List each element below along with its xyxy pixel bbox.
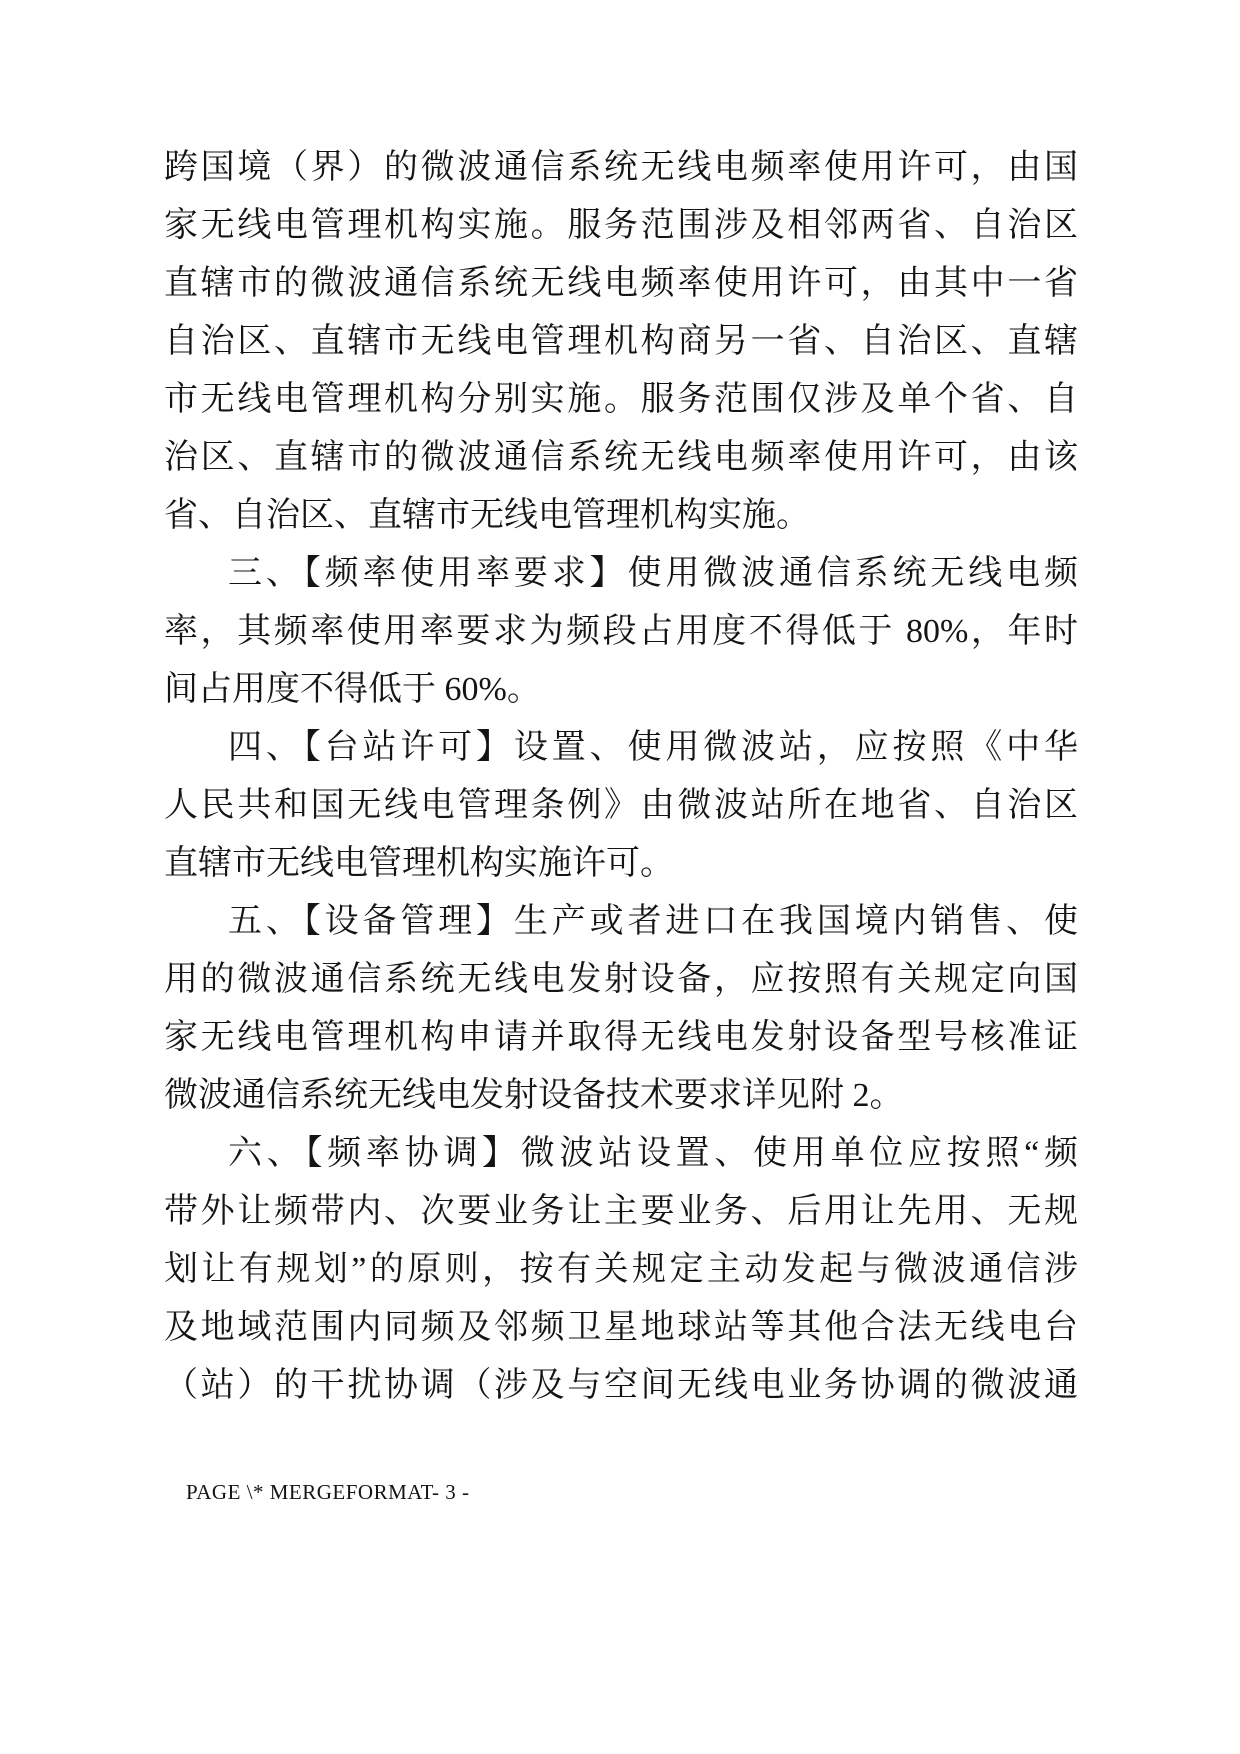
text-line: 人民共和国无线电管理条例》由微波站所在地省、自治区 bbox=[164, 787, 1078, 824]
text-line: 率，其频率使用率要求为频段占用度不得低于 80%，年时 bbox=[164, 613, 1078, 650]
text-line: 治区、直辖市的微波通信系统无线电频率使用许可，由该 bbox=[164, 439, 1078, 476]
text-line: 跨国境（界）的微波通信系统无线电频率使用许可，由国 bbox=[164, 149, 1078, 186]
text-line: 直辖市的微波通信系统无线电频率使用许可，由其中一省 bbox=[164, 265, 1078, 302]
text-line: 微波通信系统无线电发射设备技术要求详见附 2。 bbox=[164, 1077, 904, 1114]
text-line: 五、【设备管理】生产或者进口在我国境内销售、使 bbox=[228, 903, 1078, 940]
document-body bbox=[164, 139, 1078, 1415]
text-line: 六、【频率协调】微波站设置、使用单位应按照“频 bbox=[228, 1135, 1078, 1172]
text-line: 带外让频带内、次要业务让主要业务、后用让先用、无规 bbox=[164, 1193, 1078, 1230]
text-line: 三、【频率使用率要求】使用微波通信系统无线电频 bbox=[228, 555, 1078, 592]
text-line: 省、自治区、直辖市无线电管理机构实施。 bbox=[164, 497, 810, 534]
page-footer bbox=[186, 1480, 470, 1505]
text-line: 自治区、直辖市无线电管理机构商另一省、自治区、直辖 bbox=[164, 323, 1078, 360]
text-line: 市无线电管理机构分别实施。服务范围仅涉及单个省、自 bbox=[164, 381, 1078, 418]
text-line: 家无线电管理机构实施。服务范围涉及相邻两省、自治区 bbox=[164, 207, 1078, 244]
text-line: 用的微波通信系统无线电发射设备，应按照有关规定向国 bbox=[164, 961, 1078, 998]
text-line: 四、【台站许可】设置、使用微波站，应按照《中华 bbox=[228, 729, 1078, 766]
text-line: 划让有规划”的原则，按有关规定主动发起与微波通信涉 bbox=[164, 1251, 1078, 1288]
text-line: 家无线电管理机构申请并取得无线电发射设备型号核准证 bbox=[164, 1019, 1078, 1056]
page-number-field: PAGE \* MERGEFORMAT- 3 - bbox=[186, 1480, 470, 1504]
text-line: 间占用度不得低于 60%。 bbox=[164, 671, 541, 708]
text-line: 直辖市无线电管理机构实施许可。 bbox=[164, 845, 674, 882]
text-line: 及地域范围内同频及邻频卫星地球站等其他合法无线电台 bbox=[164, 1309, 1078, 1346]
text-line: （站）的干扰协调（涉及与空间无线电业务协调的微波通 bbox=[164, 1367, 1078, 1404]
